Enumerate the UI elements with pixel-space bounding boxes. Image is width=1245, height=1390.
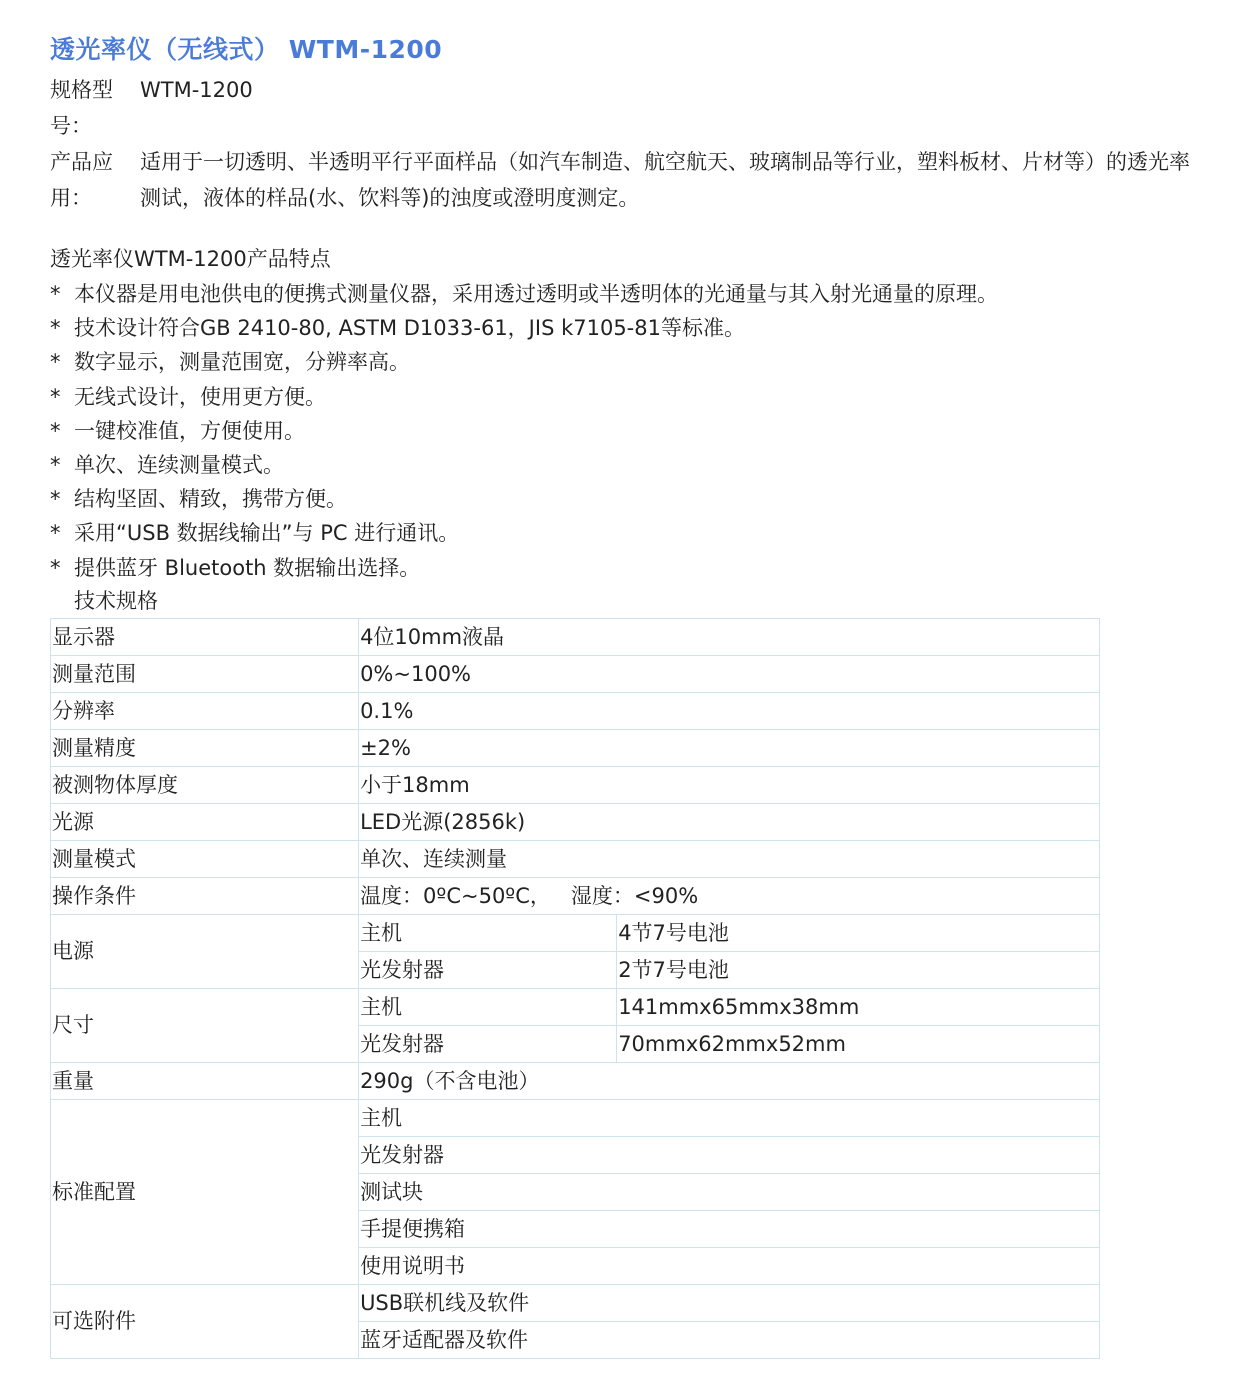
spec-label: 操作条件 [51,877,359,914]
table-row [51,618,1100,655]
feature-item [50,345,1210,379]
application-label: 产品应用： [50,150,113,210]
spec-label: 测量范围 [51,655,359,692]
feature-item [50,551,1210,585]
spec-value: 蓝牙适配器及软件 [359,1321,1100,1358]
spec-value: 小于18mm [359,766,1100,803]
table-row [51,766,1100,803]
spec-value: 主机 [359,1099,1100,1136]
spec-value: USB联机线及软件 [359,1284,1100,1321]
spec-value: 4位10mm液晶 [359,618,1100,655]
spec-value: 温度：0ºC~50ºC， 湿度：<90% [359,877,1100,914]
feature-item [50,414,1210,448]
spec-value: 141mmx65mmx38mm [617,988,1100,1025]
spec-sublabel: 主机 [359,914,617,951]
feature-text: 技术设计符合GB 2410-80, ASTM D1033-61，JIS k7105-81等标准。 [74,316,745,341]
spec-table [50,618,1100,1359]
spec-label: 被测物体厚度 [51,766,359,803]
spec-sublabel: 光发射器 [359,1025,617,1062]
spec-value: 使用说明书 [359,1247,1100,1284]
spec-label: 测量模式 [51,840,359,877]
application-row [50,144,1210,216]
spec-label: 测量精度 [51,729,359,766]
bullet: * [50,453,61,478]
spec-value: 单次、连续测量 [359,840,1100,877]
feature-item [50,311,1210,345]
spec-label: 重量 [51,1062,359,1099]
spec-value: LED光源(2856k) [359,803,1100,840]
bullet: * [50,316,61,341]
spec-label: 尺寸 [51,988,359,1062]
feature-item [50,380,1210,414]
feature-text: 数字显示，测量范围宽，分辨率高。 [74,350,410,375]
feature-item [50,482,1210,516]
spec-model-value: WTM-1200 [140,78,253,102]
spec-value: 测试块 [359,1173,1100,1210]
table-row [51,988,1100,1025]
spec-model-row [50,72,1210,144]
application-value: 适用于一切透明、半透明平行平面样品（如汽车制造、航空航天、玻璃制品等行业，塑料板材、片材等）的透光率测试，液体的样品(水、饮料等)的浊度或澄明度测定。 [140,150,1190,210]
table-row [51,1284,1100,1321]
spec-label: 分辨率 [51,692,359,729]
bullet: * [50,350,61,375]
table-row [51,877,1100,914]
spec-value: 290g（不含电池） [359,1062,1100,1099]
feature-item [50,516,1210,550]
spec-sublabel: 主机 [359,988,617,1025]
feature-text: 无线式设计，使用更方便。 [74,384,326,409]
feature-item [50,277,1210,311]
spec-value: 70mmx62mmx52mm [617,1025,1100,1062]
spec-model-label: 规格型号： [50,78,113,138]
bullet: * [50,282,61,306]
table-row [51,840,1100,877]
spec-value: 2节7号电池 [617,951,1100,988]
table-row [51,655,1100,692]
spec-value: 光发射器 [359,1136,1100,1173]
spec-value: 手提便携箱 [359,1210,1100,1247]
features-title: 透光率仪WTM-1200产品特点 [50,247,331,271]
spacer [50,216,1210,242]
spec-value: 0%~100% [359,655,1100,692]
table-row [51,692,1100,729]
spec-label: 可选附件 [51,1284,359,1358]
spec-label: 显示器 [51,618,359,655]
feature-text: 采用“USB 数据线输出”与 PC 进行通讯。 [74,521,460,546]
product-title: 透光率仪（无线式） WTM-1200 [50,35,443,64]
table-row [51,803,1100,840]
feature-item [50,448,1210,482]
table-row [51,729,1100,766]
bullet: * [50,521,61,546]
spec-label: 标准配置 [51,1099,359,1284]
spec-heading: 技术规格 [74,588,158,613]
bullet: * [50,487,61,512]
spec-label: 光源 [51,803,359,840]
spec-label: 电源 [51,914,359,988]
feature-text: 结构坚固、精致，携带方便。 [74,487,347,512]
product-page [50,28,1210,1359]
table-row [51,1099,1100,1136]
feature-text: 本仪器是用电池供电的便携式测量仪器，采用透过透明或半透明体的光通量与其入射光通量的原理。 [74,282,998,306]
spec-sublabel: 光发射器 [359,951,617,988]
bullet: * [50,384,61,409]
feature-text: 提供蓝牙 Bluetooth 数据输出选择。 [74,555,421,580]
spec-value: 0.1% [359,692,1100,729]
spec-value: ±2% [359,729,1100,766]
bullet: * [50,418,61,443]
spec-value: 4节7号电池 [617,914,1100,951]
feature-text: 单次、连续测量模式。 [74,453,284,478]
bullet: * [50,555,61,580]
table-row [51,914,1100,951]
feature-text: 一键校准值，方便使用。 [74,418,305,443]
table-row [51,1062,1100,1099]
